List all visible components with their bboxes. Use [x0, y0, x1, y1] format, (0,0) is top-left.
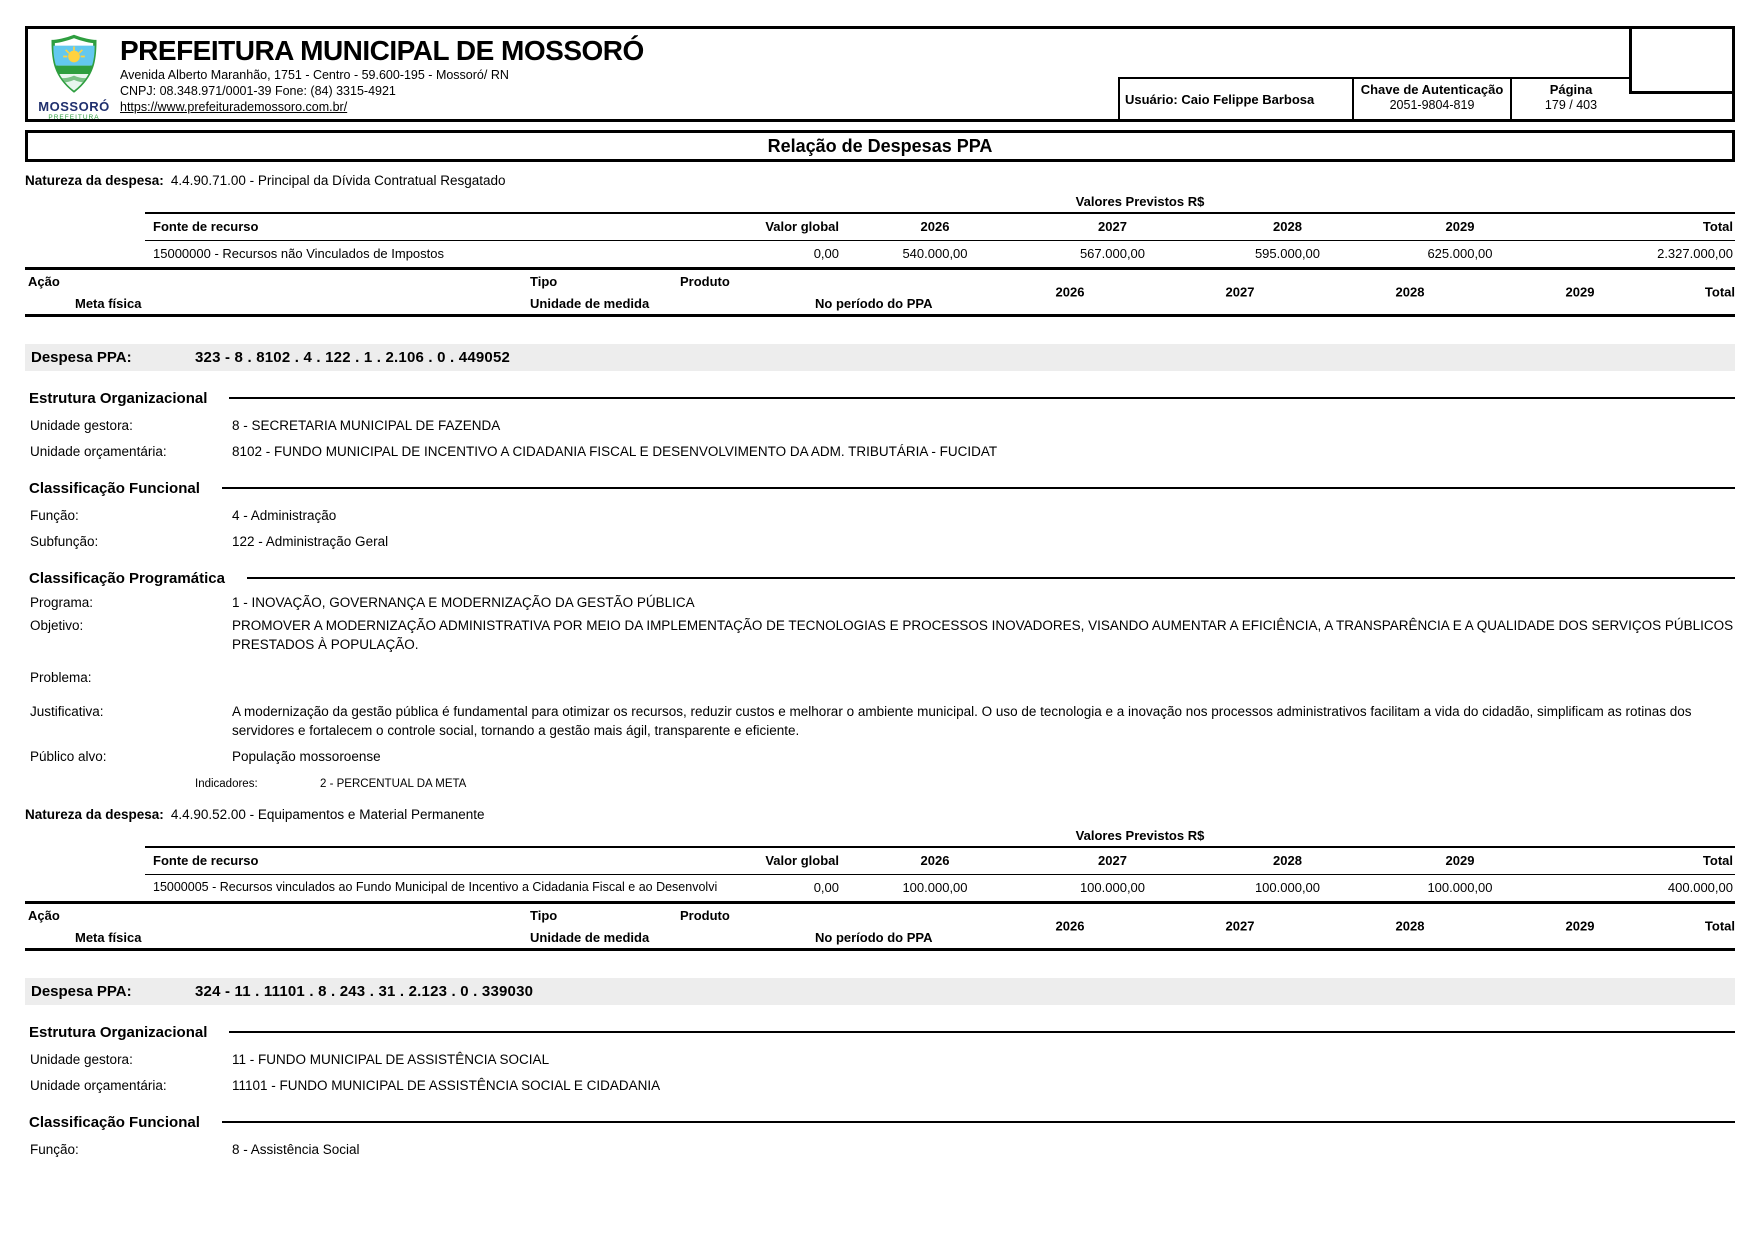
acao-col-2029: 2029	[1565, 918, 1595, 934]
page-label: Página	[1549, 82, 1593, 97]
indicador-value: 2 - PERCENTUAL DA META	[320, 778, 467, 791]
despesa-ppa-code: 323 - 8 . 8102 . 4 . 122 . 1 . 2.106 . 0 . 449052	[195, 349, 511, 366]
report-title: Relação de Despesas PPA	[767, 135, 993, 156]
valores-previstos-label: Valores Previstos R$	[1075, 828, 1205, 844]
fonte-value: 15000005 - Recursos vinculados ao Fundo Municipal de Incentivo a Cidadania Fiscal e ao Desenvolvi	[153, 880, 718, 895]
value-total: 2.327.000,00	[1657, 246, 1733, 261]
natureza-despesa-1	[25, 173, 1735, 188]
mossoro-crest-icon	[48, 81, 100, 98]
field-indicadores: Indicadores: 2 - PERCENTUAL DA META	[195, 778, 467, 791]
col-2028: 2028	[1273, 853, 1302, 869]
field-unidade-gestora: Unidade gestora: 11 - FUNDO MUNICIPAL DE ASSISTÊNCIA SOCIAL	[30, 1052, 550, 1068]
natureza-value: 4.4.90.71.00 - Principal da Dívida Contratual Resgatado	[170, 173, 506, 188]
despesa-ppa-band-1	[25, 344, 1735, 371]
valor-global-value: 0,00	[813, 880, 839, 896]
section-rule	[222, 487, 1735, 489]
section-title: Estrutura Organizacional	[29, 389, 208, 407]
unidade-medida-label: Unidade de medida	[530, 296, 650, 311]
produto-label: Produto	[680, 908, 730, 924]
section-rule	[247, 577, 1735, 579]
tipo-label: Tipo	[530, 908, 558, 924]
org-address: Avenida Alberto Maranhão, 1751 - Centro - 59.600-195 - Mossoró/ RN	[120, 68, 509, 83]
fonte-table-2	[145, 822, 1735, 901]
acao-col-2029: 2029	[1565, 284, 1595, 300]
section-title: Classificação Funcional	[29, 1113, 200, 1131]
acao-header-band-1	[25, 267, 1735, 317]
org-cnpj-phone: CNPJ: 08.348.971/0001-39 Fone: (84) 3315-4921	[120, 84, 396, 99]
no-periodo-label: No período do PPA	[815, 930, 933, 946]
user-label: Usuário: Caio Felippe Barbosa	[1120, 79, 1354, 119]
section-title: Estrutura Organizacional	[29, 1023, 208, 1041]
section-class-funcional-1	[25, 476, 1735, 500]
header-stamp-box	[1629, 26, 1735, 94]
col-2026: 2026	[920, 219, 950, 234]
value-2029: 625.000,00	[1427, 246, 1493, 261]
unidade-medida-label: Unidade de medida	[530, 930, 650, 946]
acao-years-header	[985, 285, 1735, 300]
fonte-table-header	[145, 212, 1735, 241]
field-problema: Problema:	[30, 669, 92, 685]
meta-fisica-label: Meta física	[75, 296, 142, 311]
section-class-programatica	[25, 566, 1735, 590]
logo-city-name: MOSSORÓ	[38, 99, 110, 114]
value-total: 400.000,00	[1667, 880, 1733, 896]
value-2027: 100.000,00	[1079, 880, 1146, 896]
field-funcao: Função: 4 - Administração	[30, 508, 337, 524]
natureza-label: Natureza da despesa:	[25, 807, 164, 823]
fonte-table-1	[145, 188, 1735, 267]
section-rule	[229, 1031, 1735, 1033]
acao-col-2027: 2027	[1225, 918, 1255, 934]
field-subfuncao: Subfunção: 122 - Administração Geral	[30, 533, 389, 549]
table-row	[145, 875, 1735, 901]
section-class-funcional-2	[25, 1110, 1735, 1134]
section-rule	[222, 1121, 1735, 1123]
field-funcao: Função: 8 - Assistência Social	[30, 1142, 360, 1158]
acao-header-band-2	[25, 901, 1735, 951]
meta-fisica-label: Meta física	[75, 930, 142, 946]
acao-col-total: Total	[1704, 918, 1735, 934]
page-cell	[1512, 79, 1630, 119]
field-unidade-orcamentaria: Unidade orçamentária: 8102 - FUNDO MUNICIPAL DE INCENTIVO A CIDADANIA FISCAL E DESENVOLVIMENTO DA ADM. TRIBUTÁRIA - FUCIDAT	[30, 443, 998, 459]
org-title: PREFEITURA MUNICIPAL DE MOSSORÓ	[120, 35, 644, 66]
natureza-value: 4.4.90.52.00 - Equipamentos e Material Permanente	[170, 807, 485, 823]
tipo-label: Tipo	[530, 274, 558, 289]
logo-subtitle: PREFEITURA	[48, 114, 100, 121]
col-total: Total	[1702, 219, 1733, 234]
field-unidade-orcamentaria: Unidade orçamentária: 11101 - FUNDO MUNICIPAL DE ASSISTÊNCIA SOCIAL E CIDADANIA	[30, 1077, 661, 1093]
col-valor-global: Valor global	[765, 853, 839, 869]
produto-label: Produto	[680, 274, 730, 289]
fonte-value: 15000000 - Recursos não Vinculados de Impostos	[153, 246, 445, 261]
valores-previstos-label: Valores Previstos R$	[1075, 194, 1205, 209]
section-rule	[229, 397, 1735, 399]
field-unidade-gestora: Unidade gestora: 8 - SECRETARIA MUNICIPAL DE FAZENDA	[30, 418, 501, 433]
acao-label: Ação	[28, 908, 60, 924]
org-website-link[interactable]: https://www.prefeiturademossoro.com.br/	[120, 100, 348, 115]
value-2029: 100.000,00	[1427, 880, 1493, 896]
col-2026: 2026	[920, 853, 950, 869]
field-objetivo: Objetivo: PROMOVER A MODERNIZAÇÃO ADMINISTRATIVA POR MEIO DA IMPLEMENTAÇÃO DE TECNOLOGIAS E PROCESSOS INOVADORES, VISANDO AUMENTAR A EFICIÊNCIA, A TRANSPARÊNCIA E A QUALIDADE DOS SERVIÇOS PÚBLICOS PRESTADOS À POPULAÇÃO.	[30, 617, 1734, 653]
acao-col-2026: 2026	[1055, 918, 1085, 934]
acao-label: Ação	[28, 274, 60, 289]
natureza-label: Natureza da despesa:	[25, 173, 164, 188]
acao-col-2028: 2028	[1395, 284, 1425, 300]
natureza-despesa-2	[25, 807, 1735, 822]
col-2028: 2028	[1273, 219, 1302, 234]
col-valor-global: Valor global	[765, 219, 839, 234]
section-estrutura-1	[25, 386, 1735, 410]
section-title: Classificação Funcional	[29, 479, 200, 497]
acao-col-2027: 2027	[1225, 284, 1255, 300]
field-programa: Programa: 1 - INOVAÇÃO, GOVERNANÇA E MODERNIZAÇÃO DA GESTÃO PÚBLICA	[30, 595, 695, 611]
value-2027: 567.000,00	[1079, 246, 1146, 261]
value-2028: 595.000,00	[1254, 246, 1321, 261]
col-total: Total	[1702, 853, 1733, 869]
header-meta-table	[1118, 77, 1630, 119]
field-justificativa: Justificativa: A modernização da gestão pública é fundamental para otimizar os recursos, reduzir custos e melhorar o ambiente municipal. O uso de tecnologia e a inovação nos processos administrativos facilitam a vida do cidadão, simplificam as rotinas dos servidores e fortalecem o controle social, tornando a gestão mais ágil, transparente e eficiente.	[30, 703, 1692, 739]
report-header	[25, 26, 1735, 122]
acao-years-header	[985, 919, 1735, 934]
col-2029: 2029	[1445, 853, 1475, 869]
value-2028: 100.000,00	[1254, 880, 1321, 896]
page-number: 179 / 403	[1544, 98, 1598, 113]
col-2027: 2027	[1098, 853, 1127, 869]
fonte-table-header	[145, 846, 1735, 875]
auth-key-label: Chave de Autenticação	[1360, 82, 1504, 97]
col-fonte: Fonte de recurso	[153, 219, 259, 234]
col-2027: 2027	[1098, 219, 1127, 234]
table-row	[145, 241, 1735, 267]
section-estrutura-2	[25, 1020, 1735, 1044]
acao-col-total: Total	[1704, 284, 1735, 300]
value-2026: 100.000,00	[902, 880, 968, 896]
valor-global-value: 0,00	[813, 246, 839, 261]
field-publico-alvo: Público alvo: População mossoroense	[30, 748, 381, 764]
col-2029: 2029	[1445, 219, 1475, 234]
no-periodo-label: No período do PPA	[815, 296, 933, 311]
col-fonte: Fonte de recurso	[153, 853, 259, 869]
auth-key-cell	[1354, 79, 1512, 119]
acao-col-2026: 2026	[1055, 284, 1085, 300]
auth-key-value: 2051-9804-819	[1389, 98, 1475, 113]
acao-col-2028: 2028	[1395, 918, 1425, 934]
despesa-ppa-label: Despesa PPA:	[31, 983, 132, 1001]
section-title: Classificação Programática	[29, 569, 225, 587]
despesa-ppa-code: 324 - 11 . 11101 . 8 . 243 . 31 . 2.123 . 0 . 339030	[195, 983, 534, 1001]
value-2026: 540.000,00	[902, 246, 968, 261]
despesa-ppa-band-2	[25, 978, 1735, 1005]
despesa-ppa-label: Despesa PPA:	[31, 349, 132, 366]
report-title-bar	[25, 130, 1735, 162]
city-logo	[28, 29, 120, 122]
